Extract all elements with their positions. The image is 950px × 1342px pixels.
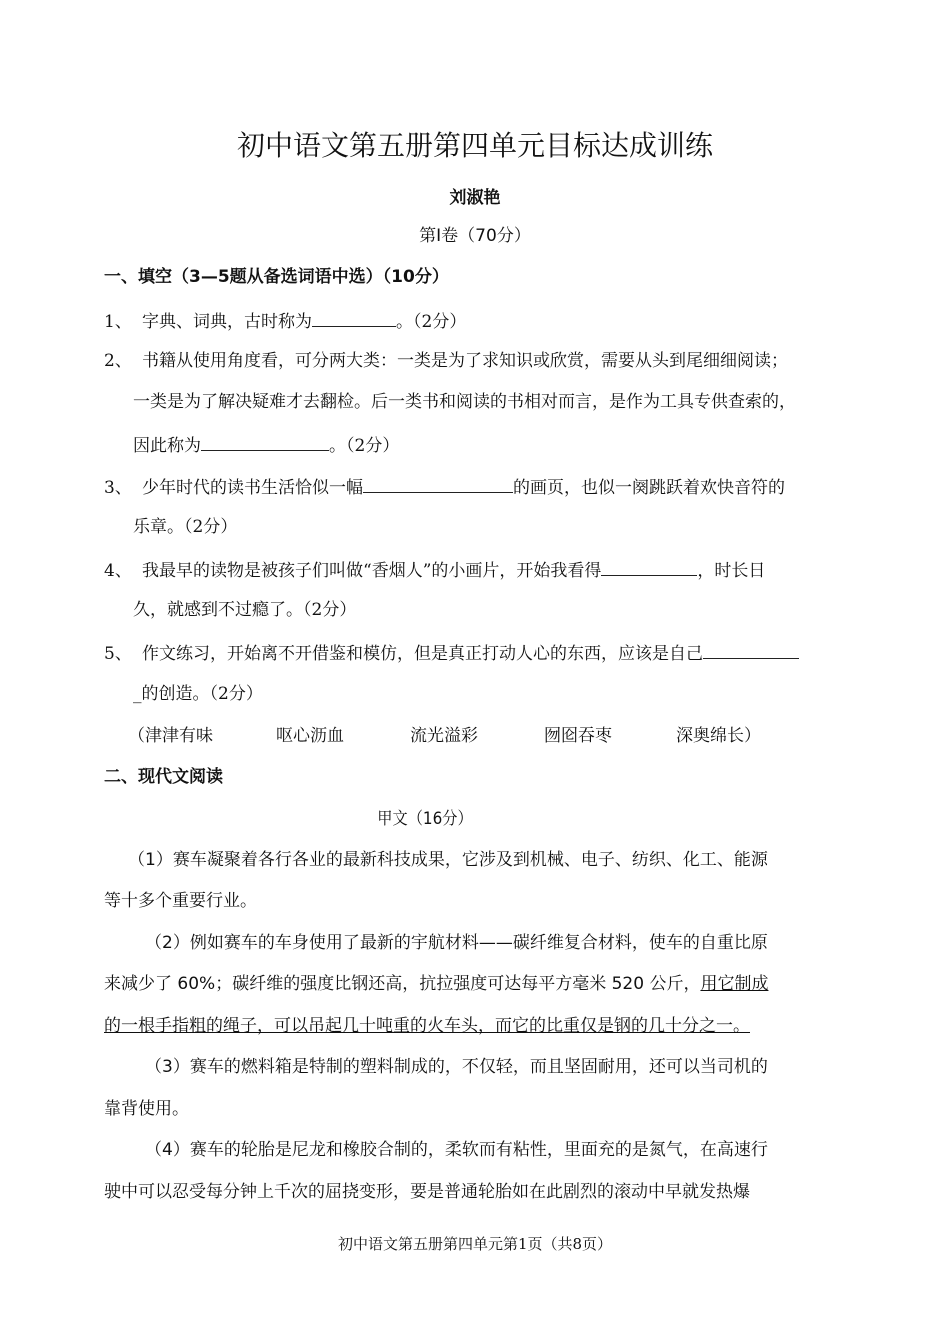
question-text: 作文练习，开始离不开借鉴和模仿，但是真正打动人心的东西，应该是自己 [142,644,703,664]
paragraph-3-line-1: （3）赛车的燃料箱是特制的塑料制成的，不仅轻，而且坚固耐用，还可以当司机的 [145,1057,768,1077]
question-text: 因此称为 [133,436,201,456]
paragraph-4-line-1: （4）赛车的轮胎是尼龙和橡胶合制的，柔软而有粘性，里面充的是氮气，在高速行 [145,1140,768,1160]
question-2 [104,349,788,373]
answer-blank[interactable] [312,308,396,327]
question-3 [104,474,785,500]
paragraph-2-line-1: （2）例如赛车的车身使用了最新的宇航材料——碳纤维复合材料，使车的自重比原 [145,933,768,953]
paragraph-1-line-1: （1）赛车凝聚着各行各业的最新科技成果，它涉及到机械、电子、纺织、化工、能源 [128,850,768,870]
passage-subheading: 甲文（16分） [377,809,473,829]
paragraph-1-line-2: 等十多个重要行业。 [104,891,257,911]
paragraph-2-line-2 [104,972,768,996]
page-footer: 初中语文第五册第四单元第1页（共8页） [337,1235,613,1253]
question-text: 我最早的读物是被孩子们叫做“香烟人”的小画片，开始我看得 [142,561,602,581]
option-1: （津津有味 [128,726,213,746]
underlined-sentence: 用它制成 [700,974,769,994]
answer-blank[interactable] [703,640,799,659]
section1-heading: 一、填空（3—5题从备选词语中选）（10分） [104,267,449,287]
question-text: ，时长日 [697,561,766,581]
author-name: 刘淑艳 [449,188,501,208]
paragraph-4-line-2: 驶中可以忍受每分钟上千次的屈挠变形，要是普通轮胎如在此剧烈的滚动中早就发热爆 [104,1182,750,1202]
question-number: 2、 [104,351,132,371]
paragraph-3-line-2: 靠背使用。 [104,1099,189,1119]
question-5 [104,640,799,666]
question-number: 1、 [104,312,132,332]
question-4 [104,557,765,583]
answer-blank[interactable] [201,432,329,451]
question-text: 。（2分） [396,312,467,332]
volume-label: 第Ⅰ卷（70分） [419,226,531,246]
question-2-line-2: 一类是为了解决疑难才去翻检。后一类书和阅读的书相对而言，是作为工具专供查索的， [133,392,796,412]
question-1 [104,308,466,334]
question-text: 。（2分） [329,436,400,456]
question-5-line-2: _的创造。（2分） [133,684,263,704]
question-text: 的画页，也似一阕跳跃着欢快音符的 [513,478,785,498]
question-4-line-2: 久，就感到不过瘾了。（2分） [133,600,357,620]
paragraph-2-line-3-underlined: 的一根手指粗的绳子，可以吊起几十吨重的火车头，而它的比重仅是钢的几十分之一。 [104,1016,750,1036]
section2-heading: 二、现代文阅读 [104,767,223,787]
question-number: 5、 [104,644,132,664]
option-2: 呕心沥血 [276,726,344,746]
question-2-line-3 [133,432,399,458]
question-number: 3、 [104,478,132,498]
question-number: 4、 [104,561,132,581]
question-text: 字典、词典，古时称为 [142,312,312,332]
option-4: 囫囵吞枣 [544,726,612,746]
question-3-line-2: 乐章。（2分） [133,517,238,537]
paragraph-text: 来减少了 60%；碳纤维的强度比钢还高，抗拉强度可达每平方毫米 520 公斤， [104,974,701,994]
answer-blank[interactable] [601,557,697,576]
question-text: 少年时代的读书生活恰似一幅 [142,478,363,498]
option-5: 深奥绵长） [676,726,761,746]
option-3: 流光溢彩 [410,726,478,746]
question-text: 书籍从使用角度看，可分两大类：一类是为了求知识或欣赏，需要从头到尾细细阅读； [142,351,788,371]
answer-blank[interactable] [363,474,513,493]
document-title: 初中语文第五册第四单元目标达成训练 [236,129,713,162]
